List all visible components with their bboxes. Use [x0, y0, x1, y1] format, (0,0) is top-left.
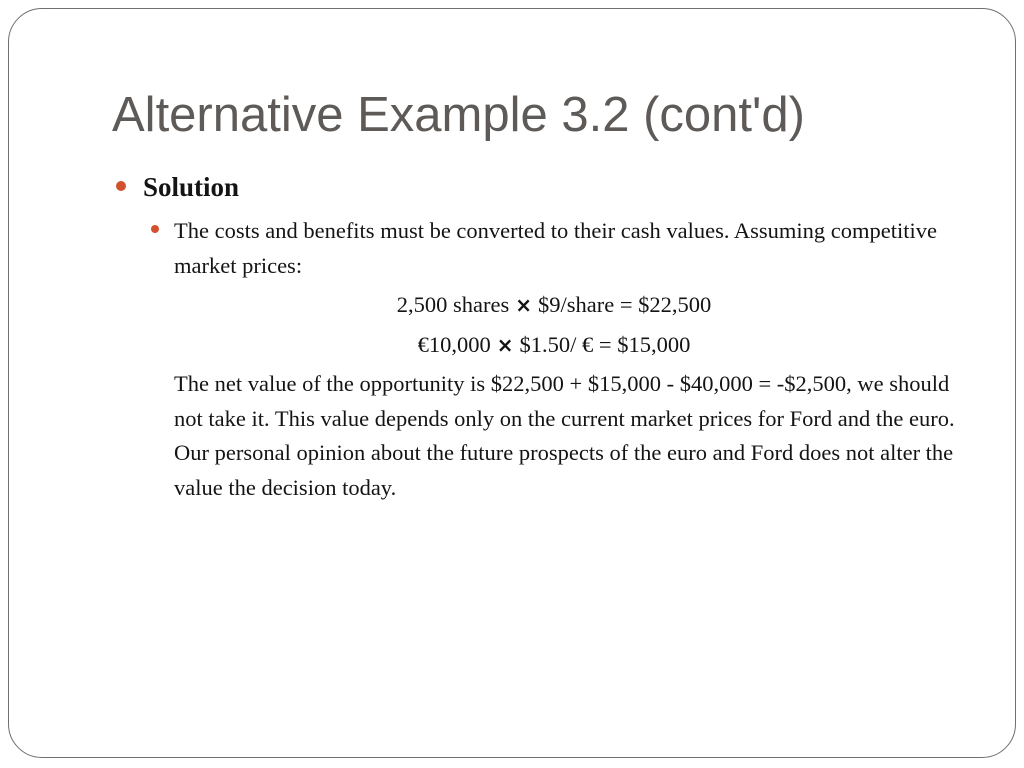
bullet-dot-icon — [116, 181, 126, 191]
equation-euro-right: $1.50/ € = $15,000 — [519, 332, 691, 357]
conversion-bullet-text: The costs and benefits must be converted to their cash values. Assuming competitive market prices: — [174, 218, 937, 278]
equation-euro — [174, 330, 934, 360]
net-value-paragraph: The net value of the opportunity is $22,500 + $15,000 - $40,000 = -$2,500, we should not take it. This value depends only on the current market prices for Ford and the euro. Our personal opinion about the future prospects of the euro and Ford does not alter the value the decision today. — [174, 371, 955, 500]
slide-title: Alternative Example 3.2 (cont'd) — [112, 88, 805, 142]
equation-shares-left: 2,500 shares — [396, 292, 510, 317]
equation-shares-right: $9/share = $22,500 — [537, 292, 712, 317]
equation-shares — [174, 290, 934, 320]
solution-heading: Solution — [143, 172, 240, 202]
bullet-dot-icon — [151, 225, 159, 233]
multiply-icon: × — [515, 293, 532, 317]
multiply-icon: × — [496, 333, 514, 357]
equation-euro-left: €10,000 — [417, 332, 491, 357]
